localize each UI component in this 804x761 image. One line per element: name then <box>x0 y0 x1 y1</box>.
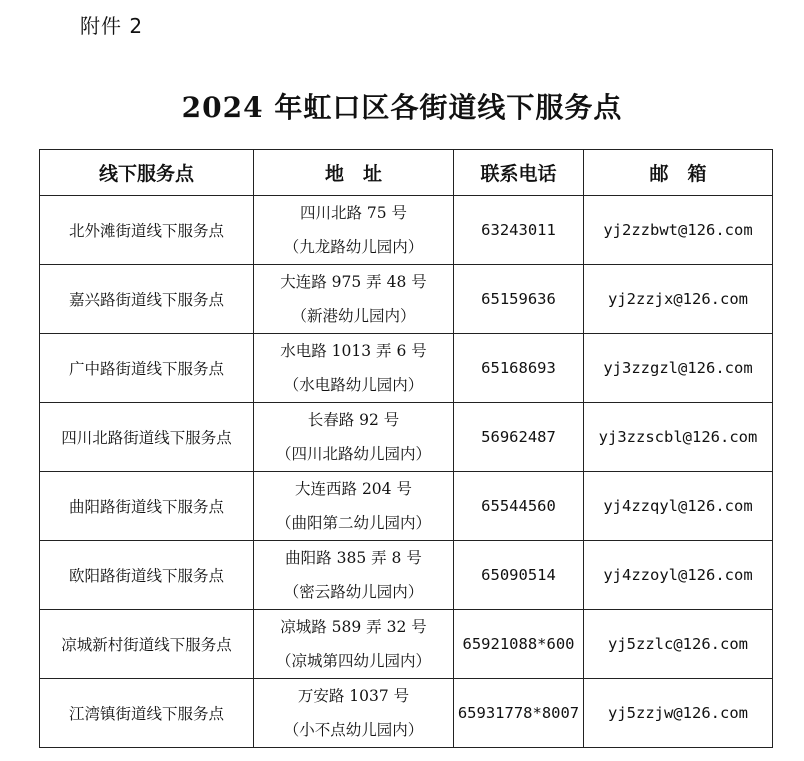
address-cell <box>254 610 454 679</box>
address-cell <box>254 196 454 265</box>
address-cell <box>254 403 454 472</box>
email-address: yj2zzbwt@126.com <box>584 196 773 265</box>
phone-number: 65921088*600 <box>454 610 584 679</box>
email-address: yj5zzjw@126.com <box>584 679 773 748</box>
table-row <box>40 196 773 265</box>
attachment-label: 附件 2 <box>80 14 144 38</box>
service-point-name: 曲阳路街道线下服务点 <box>40 472 254 541</box>
phone-number: 56962487 <box>454 403 584 472</box>
address-street: 大连西路 204 号 <box>295 480 412 498</box>
email-address: yj3zzgzl@126.com <box>584 334 773 403</box>
address-street: 凉城路 589 弄 32 号 <box>280 618 427 636</box>
address-cell <box>254 334 454 403</box>
table-row <box>40 541 773 610</box>
column-header-email: 邮 箱 <box>584 150 773 196</box>
address-street: 长春路 92 号 <box>307 411 400 429</box>
table-row <box>40 679 773 748</box>
address-street: 大连路 975 弄 48 号 <box>280 273 427 291</box>
address-street: 万安路 1037 号 <box>297 687 410 705</box>
table-row <box>40 265 773 334</box>
address-location: （新港幼儿园内） <box>291 307 416 325</box>
email-address: yj2zzjx@126.com <box>584 265 773 334</box>
service-point-name: 凉城新村街道线下服务点 <box>40 610 254 679</box>
service-point-name: 北外滩街道线下服务点 <box>40 196 254 265</box>
phone-number: 65159636 <box>454 265 584 334</box>
email-address: yj4zzoyl@126.com <box>584 541 773 610</box>
address-location: （九龙路幼儿园内） <box>283 238 424 256</box>
address-street: 水电路 1013 弄 6 号 <box>280 342 427 360</box>
address-location: （密云路幼儿园内） <box>283 583 424 601</box>
service-point-name: 江湾镇街道线下服务点 <box>40 679 254 748</box>
address-cell <box>254 472 454 541</box>
phone-number: 63243011 <box>454 196 584 265</box>
address-cell <box>254 541 454 610</box>
phone-number: 65544560 <box>454 472 584 541</box>
service-point-name: 四川北路街道线下服务点 <box>40 403 254 472</box>
address-cell <box>254 679 454 748</box>
address-location: （曲阳第二幼儿园内） <box>275 514 431 532</box>
address-street: 曲阳路 385 弄 8 号 <box>285 549 422 567</box>
column-header-address: 地 址 <box>254 150 454 196</box>
address-cell <box>254 265 454 334</box>
address-location: （小不点幼儿园内） <box>283 721 424 739</box>
phone-number: 65931778*8007 <box>454 679 584 748</box>
email-address: yj5zzlc@126.com <box>584 610 773 679</box>
address-location: （凉城第四幼儿园内） <box>275 652 431 670</box>
table-row <box>40 472 773 541</box>
service-point-name: 嘉兴路街道线下服务点 <box>40 265 254 334</box>
address-location: （四川北路幼儿园内） <box>275 445 431 463</box>
phone-number: 65168693 <box>454 334 584 403</box>
service-point-name: 欧阳路街道线下服务点 <box>40 541 254 610</box>
table-row <box>40 403 773 472</box>
email-address: yj4zzqyl@126.com <box>584 472 773 541</box>
page-title: 2024 年虹口区各街道线下服务点 <box>181 91 623 124</box>
phone-number: 65090514 <box>454 541 584 610</box>
address-street: 四川北路 75 号 <box>299 204 408 222</box>
service-points-table <box>39 149 773 748</box>
table-row <box>40 610 773 679</box>
column-header-service-point: 线下服务点 <box>40 150 254 196</box>
address-location: （水电路幼儿园内） <box>283 376 424 394</box>
table-header-row <box>40 150 773 196</box>
column-header-phone: 联系电话 <box>454 150 584 196</box>
email-address: yj3zzscbl@126.com <box>584 403 773 472</box>
service-point-name: 广中路街道线下服务点 <box>40 334 254 403</box>
table-row <box>40 334 773 403</box>
